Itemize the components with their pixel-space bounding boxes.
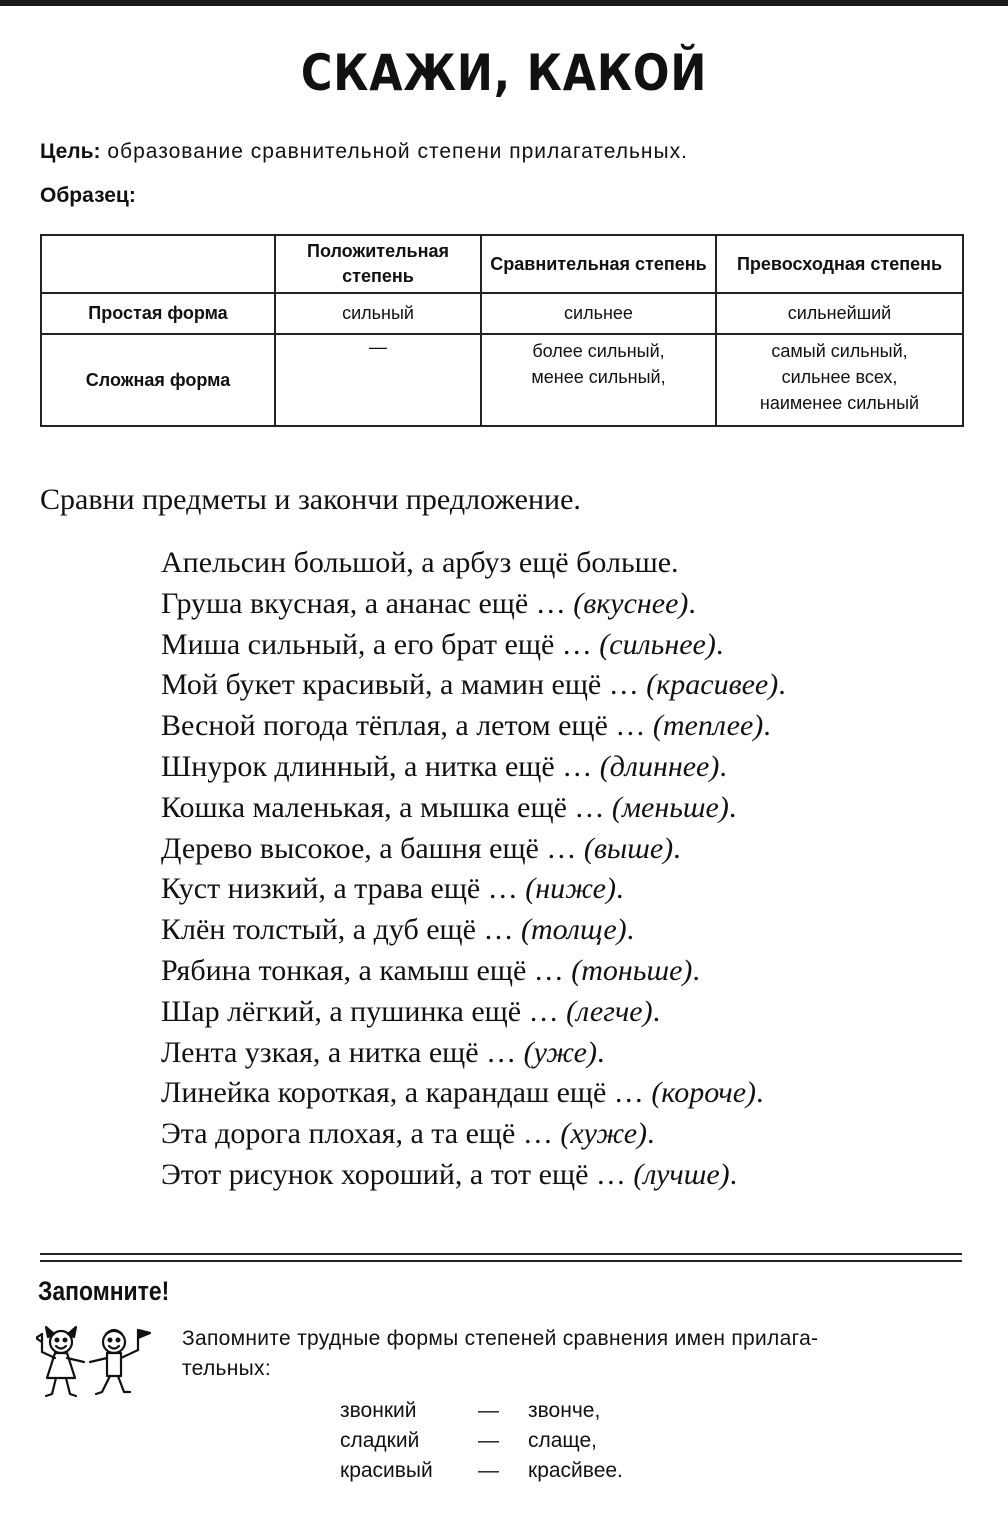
- sentence-item: [161, 1033, 786, 1074]
- sentence-item: [161, 747, 786, 788]
- remember-note-line: тельных:: [182, 1357, 271, 1380]
- row-label-simple: Простая форма: [41, 293, 275, 334]
- degrees-table: [40, 234, 964, 427]
- sentence-tail: .: [763, 709, 771, 743]
- form-dash: —: [478, 1429, 499, 1452]
- cell-line: наименее сильный: [759, 393, 920, 413]
- form-comparative: слаще,: [528, 1429, 597, 1452]
- form-base: красивый: [340, 1459, 433, 1482]
- sentence-answer: (короче): [651, 1076, 757, 1110]
- cell-line: сильнее всех,: [781, 367, 898, 387]
- sentence-text: Клён толстый, а дуб ещё …: [161, 913, 521, 947]
- task-instruction: Сравни предметы и закончи предложение.: [40, 483, 581, 516]
- sentence-text: Шнурок длинный, а нитка ещё …: [161, 749, 600, 783]
- remember-heading: Запомните!: [38, 1276, 170, 1306]
- sentence-tail: .: [692, 953, 700, 987]
- sentence-answer: (уже): [523, 1035, 597, 1069]
- sentence-item: [161, 829, 786, 870]
- sentence-tail: .: [626, 913, 635, 947]
- sentence-answer: (лучше): [633, 1157, 730, 1191]
- sentence-tail: .: [778, 668, 786, 702]
- sentence-tail: .: [596, 1035, 605, 1069]
- sentence-item: [161, 1114, 786, 1155]
- sample-label: Образец:: [40, 184, 136, 207]
- sentence-answer: (хуже): [560, 1117, 648, 1151]
- sentence-text: Дерево высокое, а башня ещё …: [161, 831, 584, 865]
- form-base: сладкий: [340, 1429, 420, 1452]
- cell-line: более сильный,: [532, 341, 665, 361]
- sentence-answer: (длиннее): [599, 749, 720, 783]
- table-row-simple: [41, 293, 963, 334]
- form-base: звонкий: [340, 1399, 417, 1422]
- sentence-answer: (выше): [583, 831, 674, 865]
- sentence-answer: (тоньше): [571, 953, 693, 987]
- remember-note-line: Запомните трудные формы степеней сравнения имен прилага-: [182, 1327, 819, 1350]
- sentence-text: Рябина тонкая, а камыш ещё …: [161, 953, 572, 987]
- table-header-positive: Положительная степень: [275, 235, 481, 293]
- sentence-list: [161, 543, 786, 1196]
- sentence-item: [161, 1155, 786, 1196]
- sentence-item: [161, 1073, 786, 1114]
- sentence-tail: .: [688, 586, 696, 620]
- sentence-text: Весной погода тёплая, а летом ещё …: [161, 709, 653, 743]
- page-title: СКАЖИ, КАКОЙ: [300, 44, 708, 102]
- form-dash: —: [478, 1399, 499, 1422]
- sentence-item: [161, 543, 786, 584]
- sentence-item: [161, 910, 786, 951]
- sentence-answer: (меньше): [611, 790, 729, 824]
- sentence-tail: .: [729, 1157, 738, 1191]
- remember-note: [182, 1324, 962, 1384]
- cell-simple-positive: сильный: [275, 293, 481, 334]
- sentence-answer: (легче): [566, 994, 653, 1028]
- table-header-empty: [41, 235, 275, 293]
- sentence-answer: (сильнее): [599, 627, 716, 661]
- sentence-answer: (толще): [520, 913, 627, 947]
- form-comparative: звонче,: [528, 1399, 601, 1422]
- form-row: [340, 1396, 623, 1426]
- row-label-complex: Сложная форма: [41, 334, 275, 426]
- sentence-text: Груша вкусная, а ананас ещё …: [161, 586, 574, 620]
- cell-simple-comparative: сильнее: [481, 293, 716, 334]
- difficult-forms-list: [340, 1396, 623, 1486]
- cell-line: менее сильный,: [531, 367, 666, 387]
- form-row: [340, 1456, 623, 1486]
- table-header-comparative: Сравнительная степень: [481, 235, 716, 293]
- two-children-with-flags-icon: [36, 1322, 158, 1402]
- sentence-answer: (вкуснее): [573, 586, 689, 620]
- sentence-text: Мой букет красивый, а мамин ещё …: [161, 668, 647, 702]
- table-header-superlative: Превосходная степень: [716, 235, 963, 293]
- sentence-text: Лента узкая, а нитка ещё …: [161, 1035, 524, 1069]
- sentence-text: Линейка короткая, а карандаш ещё …: [161, 1076, 652, 1110]
- sentence-tail: .: [647, 1117, 655, 1151]
- sentence-tail: .: [756, 1076, 764, 1110]
- cell-line: самый сильный,: [771, 341, 908, 361]
- sentence-text: Куст низкий, а трава ещё …: [161, 872, 526, 906]
- sentence-text: Эта дорога плохая, а та ещё …: [161, 1117, 561, 1151]
- sentence-tail: .: [715, 627, 724, 661]
- sentence-tail: .: [673, 831, 681, 865]
- form-comparative: красйвее.: [528, 1459, 623, 1482]
- sentence-text: Кошка маленькая, а мышка ещё …: [161, 790, 612, 824]
- sentence-item: [161, 706, 786, 747]
- table-row-complex: [41, 334, 963, 426]
- sentence-item: [161, 869, 786, 910]
- sentence-item: [161, 788, 786, 829]
- sentence-text: Апельсин большой, а арбуз ещё больше.: [161, 546, 679, 579]
- cell-complex-positive: —: [275, 334, 481, 426]
- sentence-text: Этот рисунок хороший, а тот ещё …: [161, 1157, 634, 1191]
- sentence-tail: .: [652, 994, 661, 1028]
- goal-line: [40, 140, 688, 164]
- sentence-answer: (теплее): [652, 709, 764, 743]
- table-header-row: [41, 235, 963, 293]
- sentence-item: [161, 625, 786, 666]
- sentence-text: Шар лёгкий, а пушинка ещё …: [161, 994, 567, 1028]
- cell-simple-superlative: сильнейший: [716, 293, 963, 334]
- sentence-answer: (красивее): [646, 668, 779, 702]
- sentence-item: [161, 951, 786, 992]
- sentence-item: [161, 992, 786, 1033]
- cell-complex-superlative: [716, 334, 963, 426]
- form-dash: —: [478, 1459, 499, 1482]
- sentence-tail: .: [719, 749, 727, 783]
- sentence-tail: .: [615, 872, 624, 906]
- cell-complex-comparative: [481, 334, 716, 426]
- form-row: [340, 1426, 623, 1456]
- goal-text: образование сравнительной степени прилагательных.: [100, 140, 688, 163]
- section-divider-top: [40, 1253, 962, 1255]
- sentence-tail: .: [728, 790, 737, 824]
- sentence-text: Миша сильный, а его брат ещё …: [161, 627, 600, 661]
- sentence-item: [161, 665, 786, 706]
- sentence-item: [161, 584, 786, 625]
- sentence-answer: (ниже): [525, 872, 616, 906]
- page-top-border: [0, 0, 1008, 6]
- goal-label: Цель:: [40, 140, 101, 163]
- section-divider-bottom: [40, 1260, 962, 1262]
